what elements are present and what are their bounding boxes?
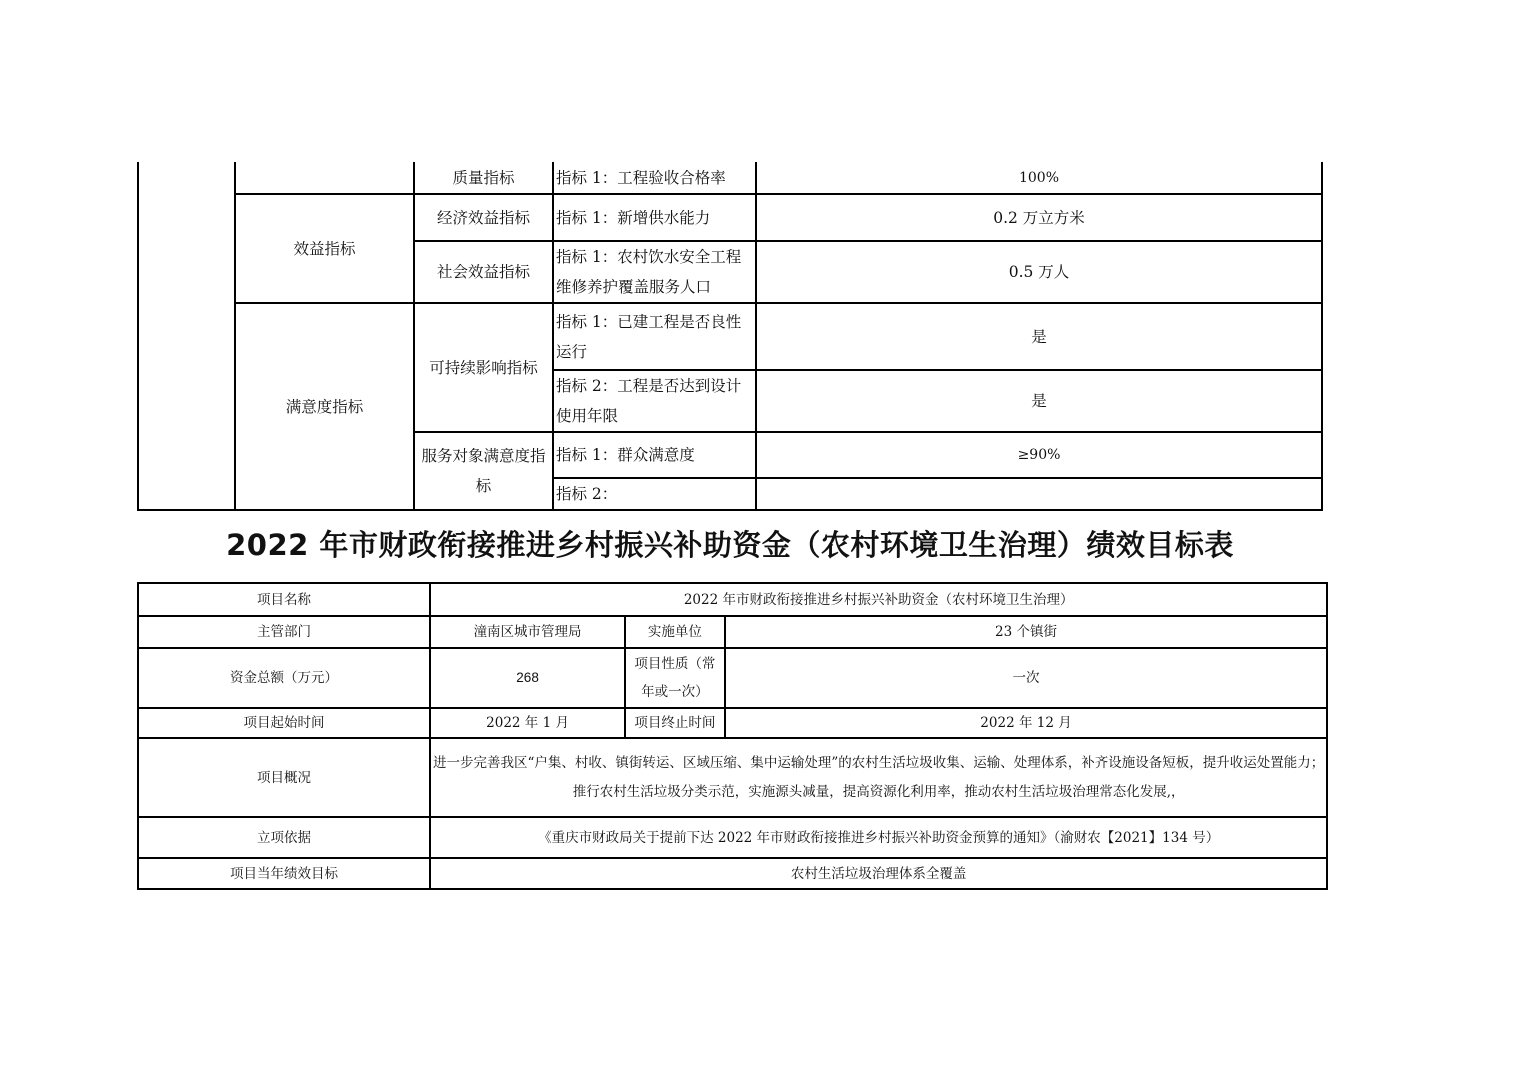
fund-value: 268 [430,648,625,708]
indicator-cell: 指标 1：已建工程是否良性运行 [553,303,756,370]
nature-value: 一次 [725,648,1328,708]
level3-cell: 社会效益指标 [414,241,553,303]
indicator-cell: 指标 1：农村饮水安全工程维修养护覆盖服务人口 [553,241,756,303]
end-label: 项目终止时间 [625,708,725,738]
table-row [138,616,1327,648]
level3-cell: 质量指标 [414,162,553,194]
indicator-cell: 指标 2： [553,478,756,510]
table-row [138,194,1322,241]
level2-cell: 满意度指标 [235,303,414,510]
table-row [138,648,1327,708]
unit-label: 实施单位 [625,616,725,648]
goal-value: 农村生活垃圾治理体系全覆盖 [430,858,1327,889]
dept-label: 主管部门 [138,616,430,648]
table-row [138,858,1327,889]
value-cell: 100% [756,162,1322,194]
indicator-table [137,162,1323,511]
value-cell: 是 [756,303,1322,370]
table-row [138,162,1322,194]
value-cell: 是 [756,370,1322,432]
start-value: 2022 年 1 月 [430,708,625,738]
value-cell: 0.5 万人 [756,241,1322,303]
indicator-cell: 指标 1：工程验收合格率 [553,162,756,194]
start-label: 项目起始时间 [138,708,430,738]
table-row [138,303,1322,370]
table-row [138,738,1327,817]
fund-label: 资金总额（万元） [138,648,430,708]
project-name-label: 项目名称 [138,583,430,616]
level3-cell: 经济效益指标 [414,194,553,241]
dept-value: 潼南区城市管理局 [430,616,625,648]
overview-line-2: 推行农村生活垃圾分类示范，实施源头减量，提高资源化利用率，推动农村生活垃圾治理常态化发展,， [572,783,1185,800]
basis-value: 《重庆市财政局关于提前下达 2022 年市财政衔接推进乡村振兴补助资金预算的通知》（渝财农【2021】134 号） [430,817,1327,858]
level2-cell [235,162,414,194]
level2-cell: 效益指标 [235,194,414,303]
value-cell [756,478,1322,510]
basis-label: 立项依据 [138,817,430,858]
table-row [138,583,1327,616]
level3-cell: 可持续影响指标 [414,303,553,432]
project-table [137,582,1328,890]
indicator-cell: 指标 1：群众满意度 [553,432,756,478]
project-name-value: 2022 年市财政衔接推进乡村振兴补助资金（农村环境卫生治理） [430,583,1327,616]
value-cell: ≥90% [756,432,1322,478]
page-title: 2022 年市财政衔接推进乡村振兴补助资金（农村环境卫生治理）绩效目标表 [226,528,1234,562]
unit-value: 23 个镇街 [725,616,1328,648]
level1-cell [138,162,235,510]
overview-label: 项目概况 [138,738,430,817]
goal-label: 项目当年绩效目标 [138,858,430,889]
table-row [138,817,1327,858]
overview-line-1: 进一步完善我区“户集、村收、镇街转运、区域压缩、集中运输处理”的农村生活垃圾收集、运输、处理体系，补齐设施设备短板，提升收运处置能力； [433,754,1325,771]
indicator-cell: 指标 2：工程是否达到设计使用年限 [553,370,756,432]
nature-label: 项目性质（常年或一次） [625,648,725,708]
table-row [138,708,1327,738]
overview-value [430,738,1327,817]
value-cell: 0.2 万立方米 [756,194,1322,241]
level3-cell: 服务对象满意度指标 [414,432,553,510]
end-value: 2022 年 12 月 [725,708,1328,738]
indicator-cell: 指标 1：新增供水能力 [553,194,756,241]
